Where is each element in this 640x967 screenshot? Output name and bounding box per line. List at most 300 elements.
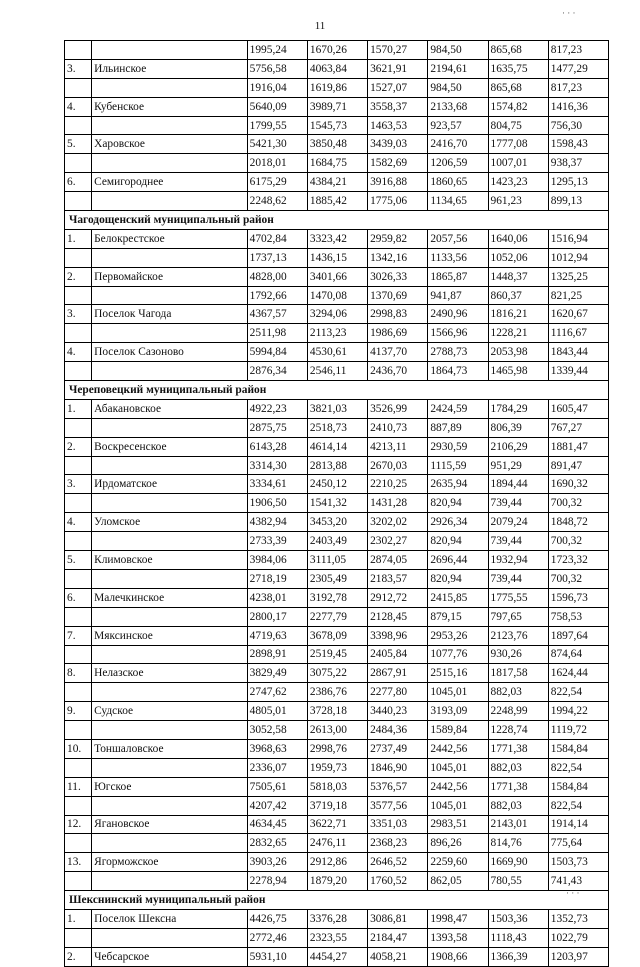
value-cell: 700,32	[548, 494, 608, 513]
value-cell: 1843,44	[548, 343, 608, 362]
value-cell: 1792,66	[247, 286, 307, 305]
value-cell: 1545,73	[307, 116, 367, 135]
value-cell: 2953,26	[428, 626, 488, 645]
district-title: Шекснинский муниципальный район	[65, 891, 609, 910]
value-cell: 2875,75	[247, 418, 307, 437]
value-cell: 2670,03	[368, 456, 428, 475]
value-cell: 3984,06	[247, 551, 307, 570]
value-cell: 1503,36	[488, 909, 548, 928]
row-number	[65, 758, 92, 777]
settlement-name	[92, 928, 248, 947]
value-cell: 2106,29	[488, 437, 548, 456]
value-cell: 1914,14	[548, 815, 608, 834]
page-number: 11	[314, 20, 326, 32]
value-cell: 4614,14	[307, 437, 367, 456]
value-cell: 1052,06	[488, 248, 548, 267]
value-cell: 1816,21	[488, 305, 548, 324]
value-cell: 2613,00	[307, 721, 367, 740]
value-cell: 2930,59	[428, 437, 488, 456]
value-cell: 2442,56	[428, 777, 488, 796]
settlement-name: Малечкинское	[92, 588, 248, 607]
value-cell: 2696,44	[428, 551, 488, 570]
value-cell: 961,23	[488, 192, 548, 211]
settlement-name	[92, 494, 248, 513]
value-cell: 1423,23	[488, 173, 548, 192]
row-number: 2.	[65, 437, 92, 456]
settlement-name	[92, 872, 248, 891]
value-cell: 1817,58	[488, 664, 548, 683]
table-row	[65, 173, 609, 192]
value-cell: 891,47	[548, 456, 608, 475]
value-cell: 2057,56	[428, 229, 488, 248]
row-number: 7.	[65, 626, 92, 645]
settlement-name: Воскресенское	[92, 437, 248, 456]
table-row	[65, 362, 609, 381]
settlement-name	[92, 78, 248, 97]
value-cell: 951,29	[488, 456, 548, 475]
value-cell: 2832,65	[247, 834, 307, 853]
value-cell: 1906,50	[247, 494, 307, 513]
value-cell: 2912,72	[368, 588, 428, 607]
table-row	[65, 41, 609, 60]
tariff-table-body	[65, 41, 609, 967]
value-cell: 1995,24	[247, 41, 307, 60]
settlement-name	[92, 324, 248, 343]
row-number	[65, 286, 92, 305]
settlement-name: Ягорможское	[92, 853, 248, 872]
corner-dots-bottom: · · ·	[566, 888, 580, 898]
value-cell: 2053,98	[488, 343, 548, 362]
row-number	[65, 116, 92, 135]
value-cell: 1352,73	[548, 909, 608, 928]
value-cell: 1077,76	[428, 645, 488, 664]
value-cell: 3558,37	[368, 97, 428, 116]
row-number	[65, 569, 92, 588]
value-cell: 4213,11	[368, 437, 428, 456]
value-cell: 820,94	[428, 494, 488, 513]
value-cell: 3719,18	[307, 796, 367, 815]
value-cell: 1760,52	[368, 872, 428, 891]
value-cell: 3086,81	[368, 909, 428, 928]
value-cell: 2450,12	[307, 475, 367, 494]
value-cell: 1566,96	[428, 324, 488, 343]
value-cell: 1640,06	[488, 229, 548, 248]
value-cell: 2210,25	[368, 475, 428, 494]
value-cell: 7505,61	[247, 777, 307, 796]
value-cell: 896,26	[428, 834, 488, 853]
settlement-name	[92, 154, 248, 173]
table-row	[65, 664, 609, 683]
settlement-name: Уломское	[92, 513, 248, 532]
value-cell: 1846,90	[368, 758, 428, 777]
value-cell: 1448,37	[488, 267, 548, 286]
settlement-name: Мяксинское	[92, 626, 248, 645]
value-cell: 2133,68	[428, 97, 488, 116]
value-cell: 1416,36	[548, 97, 608, 116]
value-cell: 5818,03	[307, 777, 367, 796]
value-cell: 2183,57	[368, 569, 428, 588]
value-cell: 817,23	[548, 41, 608, 60]
value-cell: 1342,16	[368, 248, 428, 267]
settlement-name: Первомайское	[92, 267, 248, 286]
settlement-name	[92, 192, 248, 211]
value-cell: 1885,42	[307, 192, 367, 211]
row-number	[65, 192, 92, 211]
value-cell: 2490,96	[428, 305, 488, 324]
table-row	[65, 815, 609, 834]
value-cell: 4828,00	[247, 267, 307, 286]
settlement-name: Ильинское	[92, 59, 248, 78]
value-cell: 2248,99	[488, 702, 548, 721]
value-cell: 2511,98	[247, 324, 307, 343]
row-number	[65, 456, 92, 475]
value-cell: 1203,97	[548, 947, 608, 966]
table-row	[65, 645, 609, 664]
value-cell: 822,54	[548, 796, 608, 815]
row-number: 1.	[65, 399, 92, 418]
value-cell: 700,32	[548, 569, 608, 588]
value-cell: 2800,17	[247, 607, 307, 626]
value-cell: 739,44	[488, 494, 548, 513]
row-number: 4.	[65, 513, 92, 532]
settlement-name	[92, 532, 248, 551]
value-cell: 1574,82	[488, 97, 548, 116]
table-row	[65, 78, 609, 97]
table-row	[65, 588, 609, 607]
value-cell: 1366,39	[488, 947, 548, 966]
value-cell: 1771,38	[488, 739, 548, 758]
value-cell: 2518,73	[307, 418, 367, 437]
row-number	[65, 683, 92, 702]
value-cell: 767,27	[548, 418, 608, 437]
value-cell: 882,03	[488, 796, 548, 815]
value-cell: 3989,71	[307, 97, 367, 116]
settlement-name	[92, 41, 248, 60]
value-cell: 2867,91	[368, 664, 428, 683]
value-cell: 804,75	[488, 116, 548, 135]
value-cell: 1045,01	[428, 796, 488, 815]
row-number: 6.	[65, 173, 92, 192]
value-cell: 1598,43	[548, 135, 608, 154]
district-header-row	[65, 891, 609, 910]
settlement-name: Климовское	[92, 551, 248, 570]
value-cell: 1605,47	[548, 399, 608, 418]
value-cell: 739,44	[488, 532, 548, 551]
value-cell: 1799,55	[247, 116, 307, 135]
value-cell: 1465,98	[488, 362, 548, 381]
value-cell: 5640,09	[247, 97, 307, 116]
value-cell: 1848,72	[548, 513, 608, 532]
value-cell: 741,43	[548, 872, 608, 891]
value-cell: 2737,49	[368, 739, 428, 758]
settlement-name: Поселок Чагода	[92, 305, 248, 324]
value-cell: 756,30	[548, 116, 608, 135]
value-cell: 2733,39	[247, 532, 307, 551]
table-row	[65, 305, 609, 324]
value-cell: 984,50	[428, 78, 488, 97]
value-cell: 1012,94	[548, 248, 608, 267]
value-cell: 2983,51	[428, 815, 488, 834]
value-cell: 4426,75	[247, 909, 307, 928]
table-row	[65, 286, 609, 305]
value-cell: 2484,36	[368, 721, 428, 740]
table-row	[65, 154, 609, 173]
table-row	[65, 475, 609, 494]
value-cell: 758,53	[548, 607, 608, 626]
value-cell: 3440,23	[368, 702, 428, 721]
table-row	[65, 739, 609, 758]
table-row	[65, 702, 609, 721]
value-cell: 1393,58	[428, 928, 488, 947]
value-cell: 4454,27	[307, 947, 367, 966]
table-row	[65, 569, 609, 588]
district-title: Череповецкий муниципальный район	[65, 381, 609, 400]
settlement-name: Нелазское	[92, 664, 248, 683]
value-cell: 2998,83	[368, 305, 428, 324]
table-row	[65, 872, 609, 891]
value-cell: 1624,44	[548, 664, 608, 683]
tariff-table	[64, 40, 609, 967]
value-cell: 820,94	[428, 569, 488, 588]
row-number	[65, 248, 92, 267]
settlement-name	[92, 456, 248, 475]
table-row	[65, 343, 609, 362]
value-cell: 1986,69	[368, 324, 428, 343]
value-cell: 1771,38	[488, 777, 548, 796]
value-cell: 4634,45	[247, 815, 307, 834]
value-cell: 2416,70	[428, 135, 488, 154]
table-row	[65, 229, 609, 248]
value-cell: 874,64	[548, 645, 608, 664]
table-row	[65, 135, 609, 154]
value-cell: 1584,84	[548, 777, 608, 796]
value-cell: 1584,84	[548, 739, 608, 758]
value-cell: 2912,86	[307, 853, 367, 872]
value-cell: 2424,59	[428, 399, 488, 418]
row-number	[65, 532, 92, 551]
value-cell: 821,25	[548, 286, 608, 305]
value-cell: 1045,01	[428, 758, 488, 777]
settlement-name: Поселок Сазоново	[92, 343, 248, 362]
table-row	[65, 97, 609, 116]
settlement-name: Ягановское	[92, 815, 248, 834]
value-cell: 4382,94	[247, 513, 307, 532]
settlement-name	[92, 758, 248, 777]
value-cell: 3850,48	[307, 135, 367, 154]
value-cell: 1881,47	[548, 437, 608, 456]
value-cell: 1570,27	[368, 41, 428, 60]
value-cell: 780,55	[488, 872, 548, 891]
settlement-name: Кубенское	[92, 97, 248, 116]
value-cell: 1775,06	[368, 192, 428, 211]
row-number	[65, 834, 92, 853]
table-row	[65, 777, 609, 796]
settlement-name	[92, 607, 248, 626]
value-cell: 1115,59	[428, 456, 488, 475]
settlement-name: Харовское	[92, 135, 248, 154]
value-cell: 4238,01	[247, 588, 307, 607]
value-cell: 2386,76	[307, 683, 367, 702]
value-cell: 1916,04	[247, 78, 307, 97]
value-cell: 862,05	[428, 872, 488, 891]
value-cell: 2113,23	[307, 324, 367, 343]
value-cell: 4922,23	[247, 399, 307, 418]
value-cell: 879,15	[428, 607, 488, 626]
value-cell: 4384,21	[307, 173, 367, 192]
value-cell: 1463,53	[368, 116, 428, 135]
value-cell: 2277,79	[307, 607, 367, 626]
value-cell: 2302,27	[368, 532, 428, 551]
value-cell: 2184,47	[368, 928, 428, 947]
value-cell: 2336,07	[247, 758, 307, 777]
value-cell: 2519,45	[307, 645, 367, 664]
value-cell: 1582,69	[368, 154, 428, 173]
row-number: 11.	[65, 777, 92, 796]
value-cell: 3821,03	[307, 399, 367, 418]
value-cell: 3026,33	[368, 267, 428, 286]
row-number: 6.	[65, 588, 92, 607]
value-cell: 4063,84	[307, 59, 367, 78]
value-cell: 3968,63	[247, 739, 307, 758]
value-cell: 1116,67	[548, 324, 608, 343]
value-cell: 2442,56	[428, 739, 488, 758]
row-number: 12.	[65, 815, 92, 834]
value-cell: 882,03	[488, 683, 548, 702]
value-cell: 2305,49	[307, 569, 367, 588]
table-row	[65, 192, 609, 211]
value-cell: 3334,61	[247, 475, 307, 494]
value-cell: 3678,09	[307, 626, 367, 645]
value-cell: 4530,61	[307, 343, 367, 362]
value-cell: 4702,84	[247, 229, 307, 248]
value-cell: 1619,86	[307, 78, 367, 97]
value-cell: 1596,73	[548, 588, 608, 607]
table-row	[65, 607, 609, 626]
value-cell: 1045,01	[428, 683, 488, 702]
row-number: 3.	[65, 59, 92, 78]
value-cell: 1228,74	[488, 721, 548, 740]
value-cell: 3453,20	[307, 513, 367, 532]
row-number: 4.	[65, 97, 92, 116]
row-number	[65, 928, 92, 947]
value-cell: 2718,19	[247, 569, 307, 588]
value-cell: 3202,02	[368, 513, 428, 532]
value-cell: 2248,62	[247, 192, 307, 211]
row-number	[65, 78, 92, 97]
settlement-name: Поселок Шексна	[92, 909, 248, 928]
settlement-name	[92, 362, 248, 381]
value-cell: 822,54	[548, 758, 608, 777]
value-cell: 1690,32	[548, 475, 608, 494]
value-cell: 3351,03	[368, 815, 428, 834]
value-cell: 2323,55	[307, 928, 367, 947]
value-cell: 1777,08	[488, 135, 548, 154]
value-cell: 1635,75	[488, 59, 548, 78]
value-cell: 6175,29	[247, 173, 307, 192]
table-row	[65, 721, 609, 740]
value-cell: 1022,79	[548, 928, 608, 947]
value-cell: 1370,69	[368, 286, 428, 305]
value-cell: 899,13	[548, 192, 608, 211]
row-number	[65, 494, 92, 513]
value-cell: 817,23	[548, 78, 608, 97]
value-cell: 2898,91	[247, 645, 307, 664]
value-cell: 1894,44	[488, 475, 548, 494]
settlement-name	[92, 286, 248, 305]
value-cell: 1998,47	[428, 909, 488, 928]
value-cell: 3621,91	[368, 59, 428, 78]
settlement-name	[92, 645, 248, 664]
value-cell: 1228,21	[488, 324, 548, 343]
value-cell: 775,64	[548, 834, 608, 853]
settlement-name	[92, 683, 248, 702]
settlement-name: Судское	[92, 702, 248, 721]
value-cell: 2415,85	[428, 588, 488, 607]
value-cell: 6143,28	[247, 437, 307, 456]
settlement-name: Семигороднее	[92, 173, 248, 192]
value-cell: 5376,57	[368, 777, 428, 796]
value-cell: 941,87	[428, 286, 488, 305]
value-cell: 3728,18	[307, 702, 367, 721]
row-number	[65, 154, 92, 173]
value-cell: 3439,03	[368, 135, 428, 154]
value-cell: 1908,66	[428, 947, 488, 966]
value-cell: 1994,22	[548, 702, 608, 721]
value-cell: 938,37	[548, 154, 608, 173]
row-number	[65, 418, 92, 437]
value-cell: 2259,60	[428, 853, 488, 872]
value-cell: 1134,65	[428, 192, 488, 211]
table-row	[65, 418, 609, 437]
value-cell: 2079,24	[488, 513, 548, 532]
settlement-name: Ирдоматское	[92, 475, 248, 494]
table-row	[65, 437, 609, 456]
value-cell: 797,65	[488, 607, 548, 626]
table-row	[65, 59, 609, 78]
table-row	[65, 513, 609, 532]
row-number: 1.	[65, 229, 92, 248]
value-cell: 1784,29	[488, 399, 548, 418]
value-cell: 2476,11	[307, 834, 367, 853]
row-number: 5.	[65, 551, 92, 570]
district-header-row	[65, 211, 609, 230]
value-cell: 1119,72	[548, 721, 608, 740]
value-cell: 2368,23	[368, 834, 428, 853]
value-cell: 1503,73	[548, 853, 608, 872]
value-cell: 2403,49	[307, 532, 367, 551]
value-cell: 3075,22	[307, 664, 367, 683]
value-cell: 2018,01	[247, 154, 307, 173]
row-number	[65, 872, 92, 891]
value-cell: 4058,21	[368, 947, 428, 966]
value-cell: 3294,06	[307, 305, 367, 324]
value-cell: 1865,87	[428, 267, 488, 286]
value-cell: 3401,66	[307, 267, 367, 286]
value-cell: 3526,99	[368, 399, 428, 418]
value-cell: 1295,13	[548, 173, 608, 192]
table-row	[65, 116, 609, 135]
table-row	[65, 928, 609, 947]
value-cell: 1118,43	[488, 928, 548, 947]
value-cell: 2194,61	[428, 59, 488, 78]
value-cell: 1431,28	[368, 494, 428, 513]
table-row	[65, 551, 609, 570]
settlement-name: Тоншаловское	[92, 739, 248, 758]
table-row	[65, 834, 609, 853]
value-cell: 1669,90	[488, 853, 548, 872]
value-cell: 1737,13	[247, 248, 307, 267]
value-cell: 4367,57	[247, 305, 307, 324]
